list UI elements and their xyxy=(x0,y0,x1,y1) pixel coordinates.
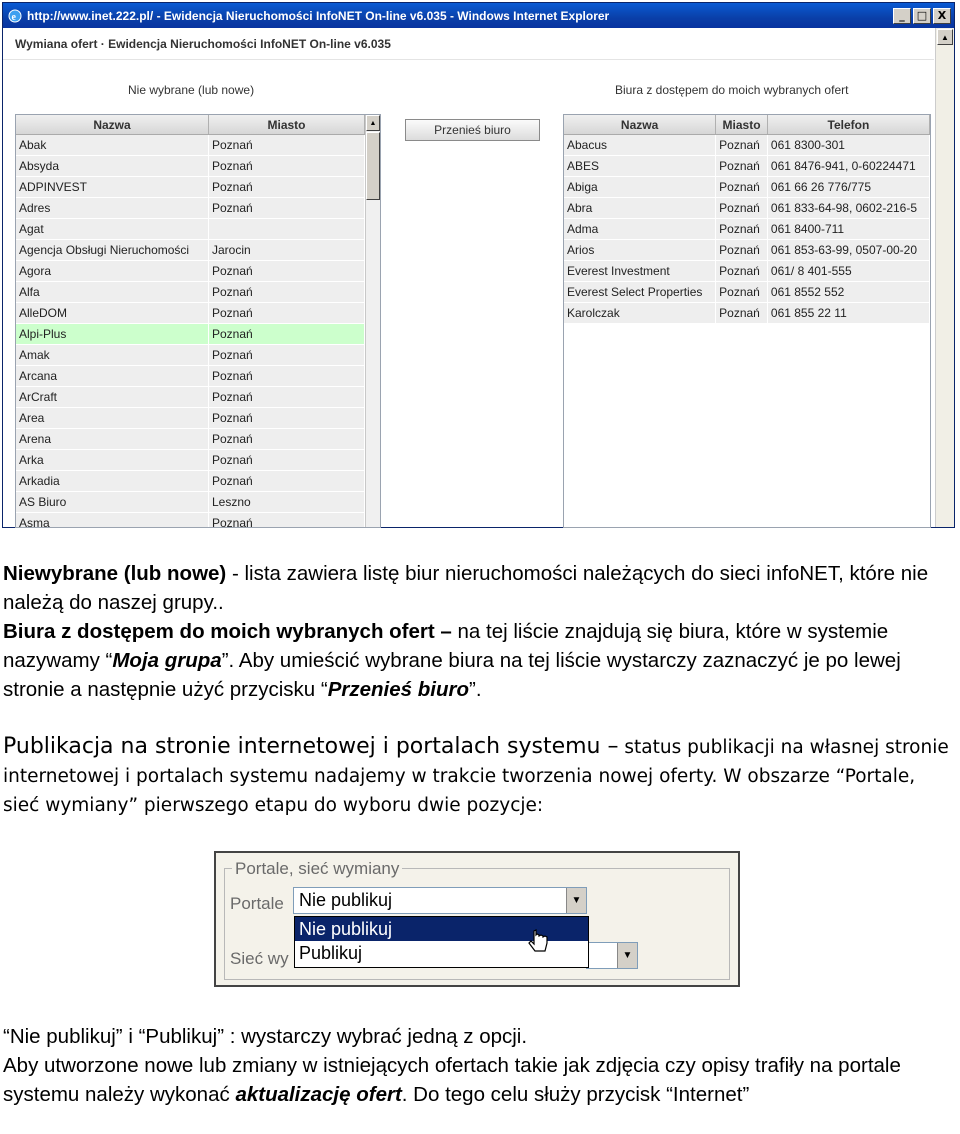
table-cell: Abiga xyxy=(564,177,716,197)
text-span: - lista zawiera listę biur nieruchomości należących do sieci infoNET, które nie należą do naszej grupy.. xyxy=(3,562,929,614)
group-offices-list[interactable] xyxy=(563,114,931,528)
hand-cursor-icon xyxy=(528,929,550,959)
paragraph-unselected xyxy=(3,559,953,617)
table-cell: 061 8476-941, 0-60224471 xyxy=(768,156,930,176)
table-cell: Adma xyxy=(564,219,716,239)
table-cell: 061 8552 552 xyxy=(768,282,930,302)
table-cell: Poznań xyxy=(716,135,768,155)
column-header-telefon[interactable]: Telefon xyxy=(768,115,930,134)
table-cell: Poznań xyxy=(716,303,768,323)
table-cell: Agencja Obsługi Nieruchomości xyxy=(16,240,209,260)
table-cell: Poznań xyxy=(209,135,365,155)
ie-icon xyxy=(7,8,23,24)
table-cell: Poznań xyxy=(716,156,768,176)
table-cell: Arena xyxy=(16,429,209,449)
table-cell: 061 833-64-98, 0602-216-5 xyxy=(768,198,930,218)
scroll-up-icon[interactable]: ▲ xyxy=(366,115,380,131)
maximize-button[interactable]: □ xyxy=(913,8,931,24)
siec-select[interactable] xyxy=(586,942,638,969)
table-cell: Arka xyxy=(16,450,209,470)
table-cell: Poznań xyxy=(209,177,365,197)
table-cell: Poznań xyxy=(209,282,365,302)
table-row[interactable] xyxy=(16,240,380,261)
table-row[interactable] xyxy=(564,177,930,198)
table-row[interactable] xyxy=(16,219,380,240)
table-cell: 061 8300-301 xyxy=(768,135,930,155)
portal-settings-screenshot xyxy=(214,851,740,987)
table-row[interactable] xyxy=(564,240,930,261)
page-title: Wymiana ofert · Ewidencja Nieruchomości InfoNET On-line v6.035 xyxy=(3,28,934,60)
table-cell: Poznań xyxy=(209,324,365,344)
table-cell: Everest Investment xyxy=(564,261,716,281)
table-cell: Poznań xyxy=(209,303,365,323)
table-row[interactable] xyxy=(16,261,380,282)
table-row[interactable] xyxy=(16,366,380,387)
publication-heading: Publikacja na stronie internetowej i portalach systemu – xyxy=(3,734,619,759)
text-span: . Do tego celu służy przycisk “Internet” xyxy=(401,1083,750,1106)
table-row[interactable] xyxy=(16,135,380,156)
table-cell: 061 855 22 11 xyxy=(768,303,930,323)
table-cell: Jarocin xyxy=(209,240,365,260)
window-title: http://www.inet.222.pl/ - Ewidencja Nieruchomości InfoNET On-line v6.035 - Windows Internet Explorer xyxy=(27,8,610,23)
table-cell: Asma xyxy=(16,513,209,528)
table-row[interactable] xyxy=(16,282,380,303)
text-span: Aby utworzone nowe lub zmiany w istniejących ofertach takie jak zdjęcia czy opisy trafiły na portale systemu należy wykonać xyxy=(3,1054,901,1106)
table-row[interactable] xyxy=(564,219,930,240)
page-content xyxy=(3,28,954,527)
table-cell: Abacus xyxy=(564,135,716,155)
unselected-offices-list[interactable] xyxy=(15,114,381,528)
table-cell: Alpi-Plus xyxy=(16,324,209,344)
table-cell: Poznań xyxy=(716,177,768,197)
table-cell: Everest Select Properties xyxy=(564,282,716,302)
table-cell: Poznań xyxy=(209,366,365,386)
table-cell xyxy=(209,219,365,239)
dropdown-arrow-icon[interactable]: ▼ xyxy=(566,888,586,913)
table-row[interactable] xyxy=(16,324,380,345)
column-header-nazwa[interactable]: Nazwa xyxy=(16,115,209,134)
table-cell: ADPINVEST xyxy=(16,177,209,197)
table-cell: Leszno xyxy=(209,492,365,512)
minimize-button[interactable]: _ xyxy=(893,8,911,24)
table-cell: Arios xyxy=(564,240,716,260)
table-cell: Poznań xyxy=(209,471,365,491)
term-unselected: Niewybrane (lub nowe) xyxy=(3,562,227,585)
table-cell: 061 853-63-99, 0507-00-20 xyxy=(768,240,930,260)
column-header-miasto[interactable]: Miasto xyxy=(209,115,365,134)
table-cell: Poznań xyxy=(716,282,768,302)
table-row[interactable] xyxy=(564,135,930,156)
table-cell: Poznań xyxy=(209,198,365,218)
table-cell: Absyda xyxy=(16,156,209,176)
column-header-miasto[interactable]: Miasto xyxy=(716,115,768,134)
table-cell: Abak xyxy=(16,135,209,155)
term-update-offers: aktualizację ofert xyxy=(235,1083,402,1106)
table-row[interactable] xyxy=(16,177,380,198)
paragraph-options: “Nie publikuj” i “Publikuj” : wystarczy wybrać jedną z opcji. xyxy=(3,1025,528,1048)
right-panel-title: Biura z dostępem do moich wybranych ofert xyxy=(615,83,849,97)
move-office-button[interactable]: Przenieś biuro xyxy=(405,119,540,141)
table-cell: Arkadia xyxy=(16,471,209,491)
table-cell: Agat xyxy=(16,219,209,239)
table-cell: Poznań xyxy=(716,261,768,281)
table-cell: Poznań xyxy=(209,345,365,365)
paragraph-publication xyxy=(3,732,953,820)
scroll-thumb[interactable] xyxy=(366,132,380,200)
table-cell: 061 8400-711 xyxy=(768,219,930,239)
browser-window xyxy=(2,2,955,528)
table-cell: Abra xyxy=(564,198,716,218)
portale-label: Portale xyxy=(230,894,284,913)
table-cell: Adres xyxy=(16,198,209,218)
text-span: . xyxy=(475,678,482,701)
table-cell: Karolczak xyxy=(564,303,716,323)
column-header-nazwa[interactable]: Nazwa xyxy=(564,115,716,134)
table-cell: Agora xyxy=(16,261,209,281)
text-span: na tej liście znajdują się biura, które w systemie nazywamy xyxy=(3,620,889,672)
table-row[interactable] xyxy=(16,303,380,324)
siec-label: Sieć wy xyxy=(230,949,289,968)
table-row[interactable] xyxy=(564,303,930,324)
paragraph-group: Biura z dostępem do moich wybranych ofert – na tej liście znajdują się biura, które w systemie nazywamy “Moja grupa”. Aby umieścić wybrane biura na tej liście wystarczy zaznaczyć je po lewej stronie a następnie użyć przycisku “Przenieś biuro”. xyxy=(3,620,901,701)
table-cell: Poznań xyxy=(209,450,365,470)
portale-select-value: Nie publikuj xyxy=(299,890,393,910)
fieldset-legend: Portale, sieć wymiany xyxy=(232,859,402,879)
table-row[interactable] xyxy=(16,513,380,528)
table-cell: 061 66 26 776/775 xyxy=(768,177,930,197)
table-cell: Poznań xyxy=(209,429,365,449)
table-cell: 061/ 8 401-555 xyxy=(768,261,930,281)
paragraph-update xyxy=(3,1051,953,1109)
table-row[interactable] xyxy=(564,261,930,282)
table-cell: Poznań xyxy=(716,219,768,239)
table-row[interactable] xyxy=(16,492,380,513)
text-span: status publikacji na własnej stronie internetowej i portalach systemu nadajemy w trakcie tworzenia nowej oferty. W obszarze “Portale, sieć wymiany” pierwszego etapu do wyboru dwie pozycje: xyxy=(3,737,949,816)
table-row[interactable] xyxy=(16,450,380,471)
table-cell: AlleDOM xyxy=(16,303,209,323)
scroll-up-icon[interactable]: ▲ xyxy=(937,29,953,45)
text-span: . Aby umieścić wybrane biura na tej liście wystarczy zaznaczyć je po lewej stronie a następnie użyć przycisku xyxy=(3,649,901,701)
term-group-offices: Biura z dostępem do moich wybranych ofert – xyxy=(3,620,452,643)
table-cell: Area xyxy=(16,408,209,428)
svg-text:e: e xyxy=(11,11,16,23)
table-cell: Arcana xyxy=(16,366,209,386)
table-row[interactable] xyxy=(564,198,930,219)
list-scrollbar[interactable] xyxy=(365,115,380,527)
page-scrollbar[interactable] xyxy=(935,28,954,527)
list-header xyxy=(16,115,380,135)
table-cell: Poznań xyxy=(716,240,768,260)
option-nie-publikuj[interactable]: Nie publikuj xyxy=(295,917,588,941)
term-moja-grupa: Moja grupa xyxy=(112,649,222,672)
table-cell: Amak xyxy=(16,345,209,365)
table-cell: Poznań xyxy=(716,198,768,218)
table-cell: Poznań xyxy=(209,156,365,176)
close-button[interactable]: X xyxy=(933,8,951,24)
table-row[interactable] xyxy=(16,387,380,408)
table-row[interactable] xyxy=(16,198,380,219)
table-row[interactable] xyxy=(16,408,380,429)
title-bar xyxy=(3,3,954,28)
left-panel-title: Nie wybrane (lub nowe) xyxy=(128,83,255,97)
table-cell: AS Biuro xyxy=(16,492,209,512)
table-cell: Poznań xyxy=(209,513,365,528)
table-row[interactable] xyxy=(564,282,930,303)
table-cell: Poznań xyxy=(209,261,365,281)
table-cell: ABES xyxy=(564,156,716,176)
dropdown-arrow-icon[interactable]: ▼ xyxy=(617,943,637,968)
portale-select[interactable] xyxy=(293,887,587,914)
table-row[interactable] xyxy=(16,345,380,366)
table-row[interactable] xyxy=(564,156,930,177)
option-publikuj[interactable]: Publikuj xyxy=(299,943,363,963)
table-row[interactable] xyxy=(16,156,380,177)
term-move-button: Przenieś biuro xyxy=(327,678,469,701)
table-cell: ArCraft xyxy=(16,387,209,407)
list-header xyxy=(564,115,930,135)
table-cell: Poznań xyxy=(209,408,365,428)
table-cell: Alfa xyxy=(16,282,209,302)
table-row[interactable] xyxy=(16,429,380,450)
table-row[interactable] xyxy=(16,471,380,492)
table-cell: Poznań xyxy=(209,387,365,407)
